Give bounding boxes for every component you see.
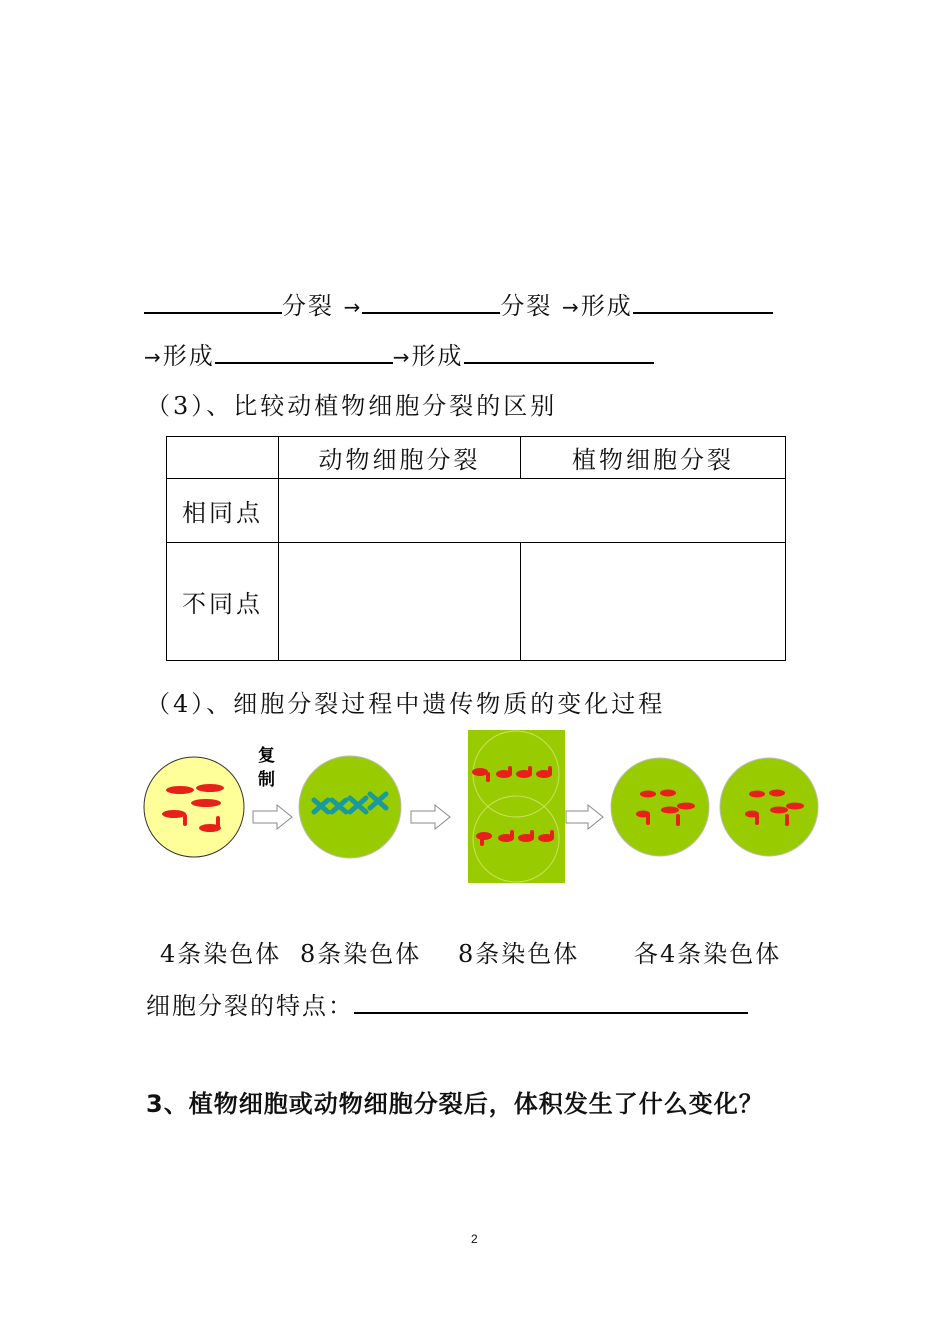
- answer-blank[interactable]: [215, 340, 393, 364]
- column-header-plant: 植物细胞分裂: [521, 437, 786, 479]
- split-word: 分裂: [282, 292, 334, 320]
- cell-5-daughter: [720, 758, 818, 856]
- cell-3-dividing: [468, 730, 565, 883]
- split-word: 分裂: [500, 292, 553, 320]
- animal-diff-cell[interactable]: [279, 543, 521, 661]
- stage-label-2: 8条染色体: [300, 940, 422, 968]
- arrow-icon: →: [144, 345, 163, 369]
- answer-blank[interactable]: [464, 340, 654, 364]
- cell-2-green: [299, 756, 401, 858]
- cell-division-diagram: [140, 728, 830, 888]
- column-header-animal: 动物细胞分裂: [279, 437, 521, 479]
- page-number: 2: [471, 1232, 478, 1246]
- copy-label-2: 制: [258, 770, 275, 790]
- fill-in-line-1: [144, 286, 773, 321]
- comparison-table: [166, 436, 786, 661]
- arrow-icon: [566, 805, 603, 829]
- form-word: 形成: [411, 342, 464, 370]
- cell-1-yellow: [144, 757, 244, 857]
- stage-label-1: 4条染色体: [160, 940, 282, 968]
- answer-blank[interactable]: [362, 290, 500, 314]
- section4-heading: （4）、细胞分裂过程中遗传物质的变化过程: [146, 690, 666, 718]
- table-corner-cell: [167, 437, 279, 479]
- section3-heading: （3）、比较动植物细胞分裂的区别: [146, 392, 558, 420]
- feature-line: [146, 986, 748, 1021]
- arrow-icon: [411, 805, 450, 829]
- row-header-same: 相同点: [167, 479, 279, 543]
- copy-label-1: 复: [258, 746, 275, 766]
- answer-blank[interactable]: [354, 990, 748, 1014]
- stage-label-4: 各4条染色体: [634, 940, 782, 968]
- arrow-icon: [253, 805, 292, 829]
- arrow-icon: →: [392, 345, 412, 369]
- plant-diff-cell[interactable]: [521, 543, 786, 661]
- form-word: 形成: [580, 292, 633, 320]
- answer-blank[interactable]: [633, 290, 773, 314]
- question-3: 3、植物细胞或动物细胞分裂后，体积发生了什么变化？: [146, 1090, 764, 1118]
- feature-label: 细胞分裂的特点：: [146, 992, 354, 1020]
- row-header-diff: 不同点: [167, 543, 279, 661]
- cell-4-daughter: [611, 758, 709, 856]
- arrow-icon: →: [562, 295, 581, 319]
- arrow-icon: →: [343, 295, 363, 319]
- answer-blank[interactable]: [144, 290, 282, 314]
- stage-label-3: 8条染色体: [458, 940, 580, 968]
- fill-in-line-2: [144, 336, 654, 371]
- same-points-cell[interactable]: [279, 479, 786, 543]
- form-word: 形成: [162, 342, 215, 370]
